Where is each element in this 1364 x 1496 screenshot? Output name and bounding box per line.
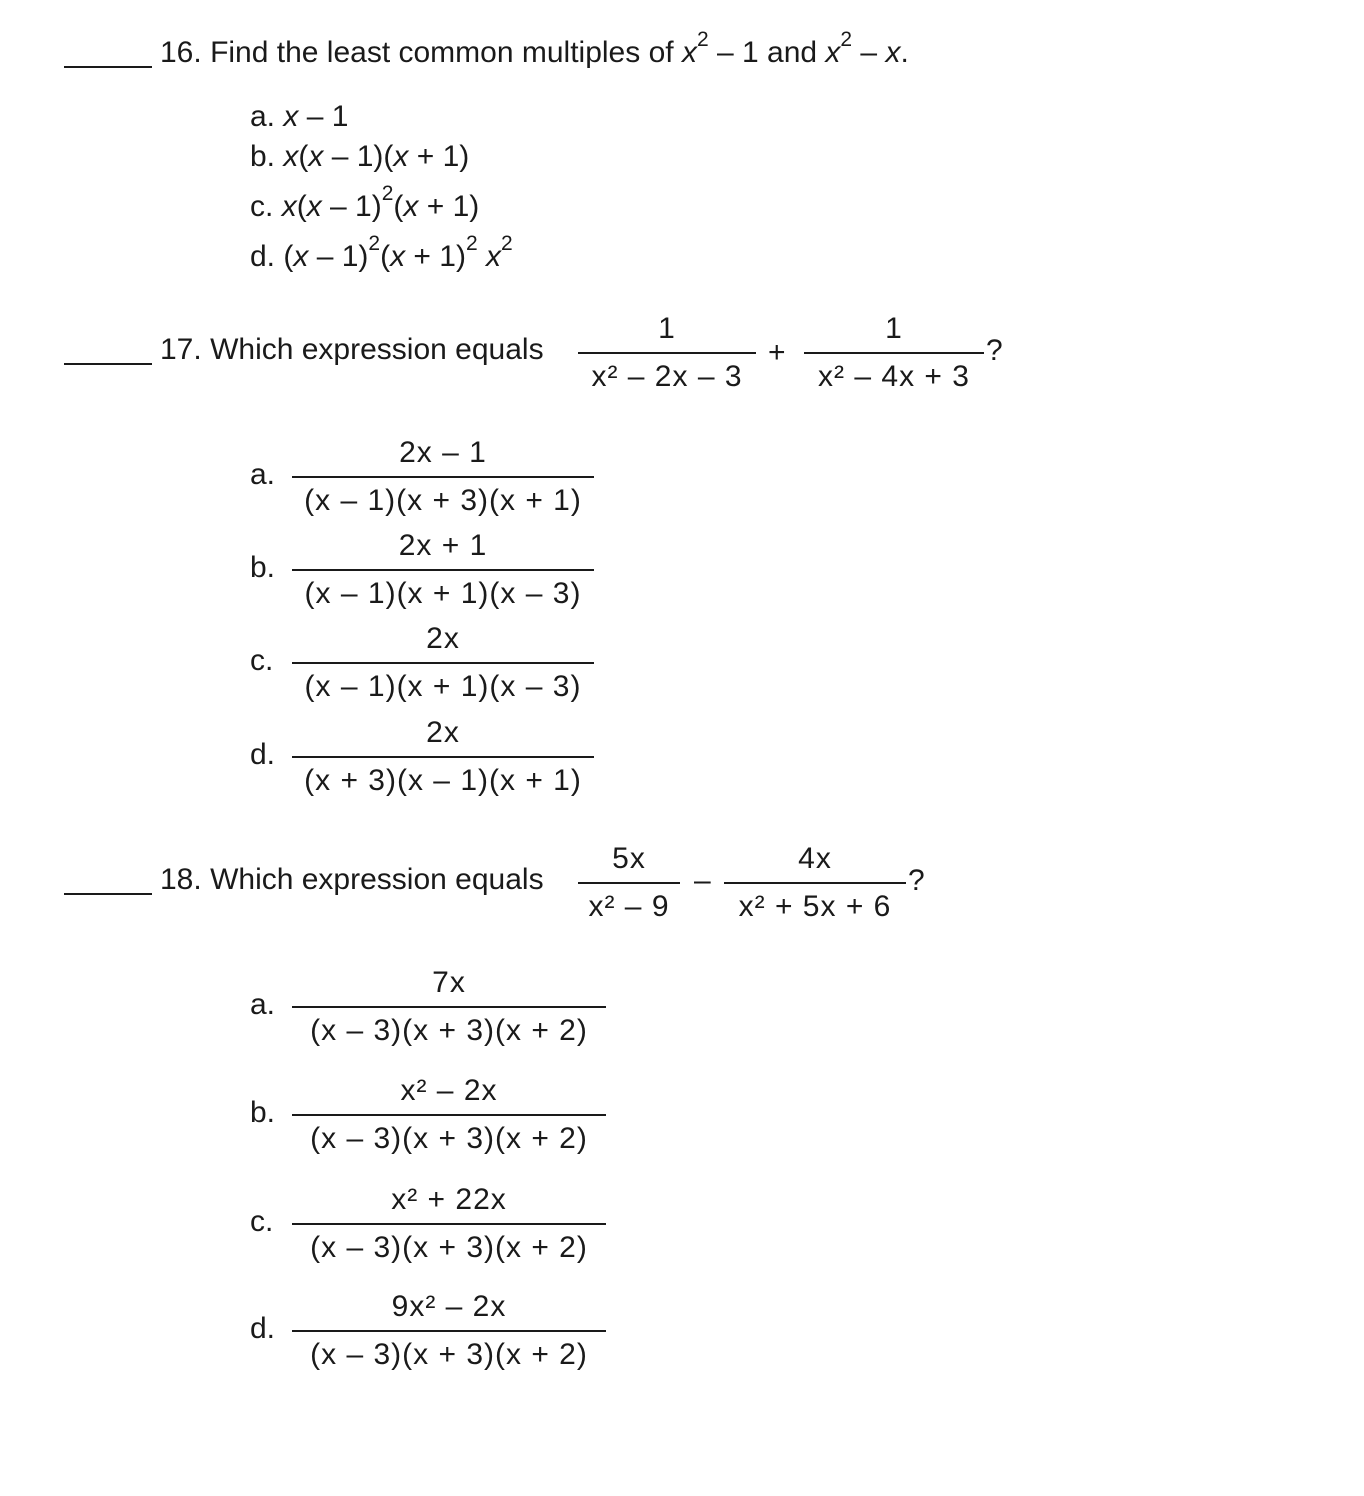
answer-blank-18[interactable] (64, 893, 152, 895)
fraction-bar (292, 662, 594, 664)
choice-16a-text: x – 1 (283, 100, 349, 133)
choice-18a-letter: a. (250, 988, 276, 1021)
question-18-number: 18. (160, 863, 202, 896)
fraction-bar (292, 476, 594, 478)
choice-16b[interactable] (250, 140, 469, 174)
q17-term2-fraction (804, 312, 984, 404)
choice-17b[interactable] (292, 529, 594, 621)
choice-17d[interactable] (292, 716, 594, 808)
fraction-denominator: x² + 5x + 6 (738, 890, 892, 923)
question-16-text: Find the least common multiples of (210, 36, 674, 69)
fraction-numerator: 9x² – 2x (391, 1290, 507, 1323)
fraction-bar (292, 569, 594, 571)
fraction-denominator: (x – 3)(x + 3)(x + 2) (310, 1231, 588, 1264)
choice-16b-text: x(x – 1)(x + 1) (283, 140, 470, 173)
fraction-denominator: x² – 9 (588, 890, 670, 923)
fraction-denominator: (x – 3)(x + 3)(x + 2) (310, 1122, 588, 1155)
fraction-numerator: 2x (426, 716, 460, 749)
fraction-numerator: 2x – 1 (399, 436, 487, 469)
choice-18c-letter: c. (250, 1205, 274, 1238)
q18-term1-fraction (578, 842, 680, 934)
fraction-bar (292, 1006, 606, 1008)
fraction-bar (578, 352, 756, 354)
fraction-denominator: (x – 1)(x + 1)(x – 3) (304, 577, 582, 610)
question-17-text: Which expression equals (210, 333, 544, 366)
fraction-bar (724, 882, 906, 884)
choice-18d[interactable] (292, 1290, 606, 1382)
question-16 (160, 28, 909, 70)
fraction-numerator: 7x (432, 966, 466, 999)
fraction-bar (292, 1330, 606, 1332)
q17-term1-fraction (578, 312, 756, 404)
choice-16a[interactable] (250, 100, 348, 134)
question-17-number: 17. (160, 333, 202, 366)
choice-letter: a. (250, 100, 276, 133)
fraction-bar (578, 882, 680, 884)
fraction-bar (292, 1114, 606, 1116)
choice-18a[interactable] (292, 966, 606, 1058)
choice-18d-letter: d. (250, 1312, 276, 1345)
choice-16c-text: x(x – 1)$^2$(x + 1) (281, 182, 480, 223)
question-18-text: Which expression equals (210, 863, 544, 896)
fraction-numerator: 2x (426, 622, 460, 655)
fraction-denominator: x² – 2x – 3 (591, 360, 743, 393)
choice-letter: b. (250, 140, 276, 173)
fraction-denominator: (x – 1)(x + 1)(x – 3) (304, 670, 582, 703)
q18-question-mark: ? (908, 864, 925, 897)
fraction-numerator: 1 (885, 312, 903, 345)
fraction-denominator: (x – 1)(x + 3)(x + 1) (304, 484, 582, 517)
question-18 (160, 863, 544, 897)
fraction-denominator: (x – 3)(x + 3)(x + 2) (310, 1014, 588, 1047)
choice-16d[interactable] (250, 232, 513, 274)
fraction-denominator: (x – 3)(x + 3)(x + 2) (310, 1338, 588, 1371)
choice-17d-letter: d. (250, 738, 276, 771)
q18-operator: – (694, 864, 711, 897)
choice-18b[interactable] (292, 1074, 606, 1166)
fraction-bar (804, 352, 984, 354)
fraction-numerator: x² – 2x (400, 1074, 498, 1107)
fraction-numerator: 5x (612, 842, 646, 875)
question-16-expr: $x^2 - 1$ and $x^2$ – x. (681, 28, 909, 69)
fraction-denominator: x² – 4x + 3 (818, 360, 970, 393)
choice-17a-letter: a. (250, 458, 276, 491)
question-16-number: 16. (160, 36, 202, 69)
choice-17b-letter: b. (250, 551, 276, 584)
fraction-bar (292, 1223, 606, 1225)
q18-term2-fraction (724, 842, 906, 934)
choice-17c-letter: c. (250, 644, 274, 677)
fraction-numerator: 2x + 1 (398, 529, 488, 562)
fraction-numerator: 4x (798, 842, 832, 875)
q17-question-mark: ? (986, 334, 1003, 367)
choice-18c[interactable] (292, 1183, 606, 1275)
choice-17a[interactable] (292, 436, 594, 528)
question-17 (160, 333, 544, 367)
answer-blank-16[interactable] (64, 66, 152, 68)
choice-letter: d. (250, 240, 276, 273)
fraction-bar (292, 756, 594, 758)
fraction-numerator: 1 (658, 312, 676, 345)
choice-17c[interactable] (292, 622, 594, 714)
choice-letter: c. (250, 190, 274, 223)
choice-18b-letter: b. (250, 1096, 276, 1129)
fraction-numerator: x² + 22x (391, 1183, 507, 1216)
q17-operator: + (768, 336, 786, 369)
fraction-denominator: (x + 3)(x – 1)(x + 1) (304, 764, 582, 797)
choice-16c[interactable] (250, 182, 480, 224)
choice-16d-text: $(x - 1)^2(x + 1)^2$ $x^2$ (283, 232, 513, 273)
answer-blank-17[interactable] (64, 363, 152, 365)
